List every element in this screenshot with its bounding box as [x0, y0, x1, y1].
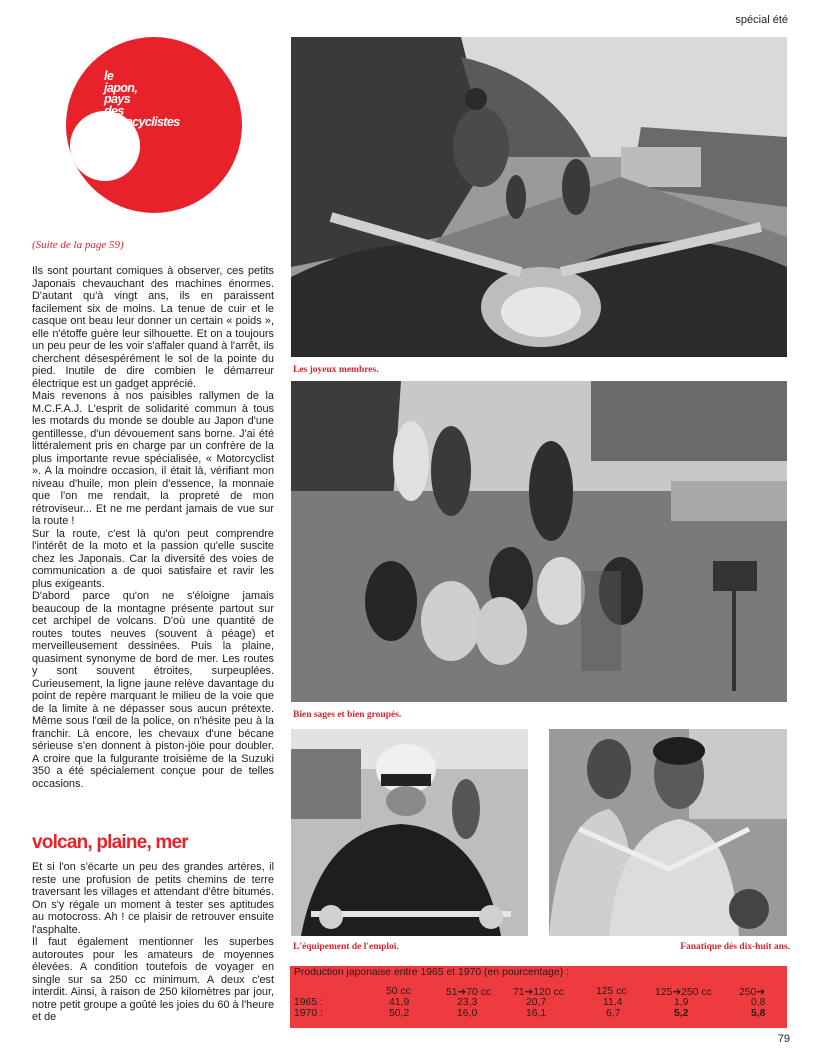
caption-photo3: L'équipement de l'emploi. — [293, 942, 399, 952]
photo-group-portrait — [291, 381, 787, 702]
article-logo — [66, 37, 242, 213]
table-row — [290, 1008, 787, 1020]
production-table — [290, 966, 787, 1028]
table-row-label: 1965 : — [294, 997, 323, 1008]
table-cell: 16,0 — [457, 1008, 478, 1019]
logo-title — [104, 71, 180, 140]
photo-riders-on-road — [291, 37, 787, 357]
table-cell: 6,7 — [606, 1008, 621, 1019]
photo-young-riders-illustration — [549, 729, 787, 936]
table-cell: 1,9 — [674, 997, 689, 1008]
photo-riders-illustration — [291, 37, 787, 357]
table-cell: 23,3 — [457, 997, 478, 1008]
table-cell: 16,1 — [526, 1008, 547, 1019]
table-cell: 11,4 — [603, 997, 623, 1008]
paragraph: Il faut également mentionner les superbes autoroutes pour les amateurs de moyennes élevées. A condition toutefois de voyager en single sur sa 250 cc minimum. A deux c'est interdit. Ainsi, à raison de 250 kilomètres par jour, notre petit groupe a goûté les joies du 60 à l'heure et de — [32, 936, 274, 1023]
logo-line: le — [104, 69, 114, 83]
logo-line: pays — [104, 92, 131, 106]
table-cell: 41,9 — [389, 997, 410, 1008]
section-heading: volcan, plaine, mer — [32, 832, 188, 853]
logo-line: sages — [104, 126, 137, 141]
article-body-upper — [32, 265, 274, 790]
paragraph: Sur la route, c'est là qu'on peut comprendre l'intérêt de la moto et la passion qu'elle suscite chez les Japonais. Car la diversité des voies de communication a de quoi satisfaire et ravir les plus exigeants. — [32, 527, 274, 590]
table-cell: 0,8 — [751, 997, 766, 1008]
continuation-note: (Suite de la page 59) — [32, 239, 124, 251]
table-cell: 5,2 — [674, 1008, 689, 1019]
table-title: Production japonaise entre 1965 et 1970 (en pourcentage) : — [294, 967, 569, 978]
table-column-header: 71➔120 cc — [513, 987, 564, 998]
caption-photo4: Fanatique dès dix-huit ans. — [680, 942, 790, 952]
table-row-label: 1970 : — [294, 1008, 323, 1019]
table-column-header: 250➔ — [739, 987, 766, 998]
logo-line: des — [104, 103, 124, 118]
table-cell: 5,8 — [751, 1008, 766, 1019]
logo-line: japon, — [104, 80, 138, 95]
paragraph: Et si l'on s'écarte un peu des grandes artères, il reste une profusion de petits chemins de terre traversant les villages et attendant d'être bitumés. On s'y régale un moment à tester ses aptitudes au motocross. Ah ! ce plaisir de retrouver ensuite l'asphalte. — [32, 861, 274, 936]
section-header: spécial été — [735, 14, 788, 26]
photo-group-illustration — [291, 381, 787, 702]
photo-rider-illustration — [291, 729, 528, 936]
photo-young-riders — [549, 729, 787, 936]
paragraph: Ils sont pourtant comiques à observer, ces petits Japonais chevauchant des machines énormes. D'autant qu'à vingt ans, ils en paraissent facilement six de moins. La tenue de cuir et le casque ont beau leur donner un certain « poids », elle n'étoffe guère leur silhouette. Et on a toujours un peu peur de les voir s'affaler quand à l'arrêt, ils cherchent désespérément le sol de la pointe du pied. Inutile de dire combien le démarreur électrique est un gadget apprécié. — [32, 265, 274, 390]
table-column-header: 51➔70 cc — [446, 987, 492, 998]
photo-equipped-rider — [291, 729, 528, 936]
caption-photo1: Les joyeux membres. — [293, 365, 379, 375]
paragraph: D'abord parce qu'on ne s'éloigne jamais beaucoup de la montagne présente partout sur cet archipel de volcans. D'où une quantité de routes toutes neuves (souvent à péage) et merveilleusement dessinées. Puis la plaine, quasiment synonyme de bord de mer. Les routes y sont souvent étroites, surpeuplées. Curieusement, la ligne jaune relève davantage du point de repère marquant le milieu de la voie que de la limite à ne dépasser sous aucun prétexte. Même sous l'œil de la police, on n'hésite peu à la franchir. Là encore, les chevaux d'une bécane sérieuse s'en donnent à piston-jöie pour doubler. A croire que la fulgurante troisième de la Suzuki 350 a été spécialement conçue pour de telles occasions. — [32, 590, 274, 790]
table-column-header: 125 cc — [596, 986, 627, 997]
article-body-lower — [32, 861, 274, 1024]
page-number: 79 — [777, 1033, 790, 1045]
table-column-header: 125➔250 cc — [655, 987, 712, 998]
table-column-header: 50 cc — [386, 986, 411, 997]
table-cell: 50,2 — [389, 1008, 410, 1019]
paragraph: Mais revenons à nos paisibles rallymen de la M.C.F.A.J. L'esprit de solidarité commun à tous les motards du monde se double au Japon d'une gentillesse, d'un dévouement sans borne. J'ai été littéralement pris en charge par un confrère de la plus importante revue spécialisée, « Motorcyclist ». A la moindre occasion, il était là, vérifiant mon niveau d'huile, mon plein d'essence, la monnaie que l'on me rendait, la propreté de mon rétroviseur... Et ne me perdant jamais de vue sur la route ! — [32, 390, 274, 527]
logo-line: motocyclistes — [104, 115, 180, 129]
table-cell: 20,7 — [526, 997, 547, 1008]
caption-photo2: Bien sages et bien groupés. — [293, 710, 402, 720]
